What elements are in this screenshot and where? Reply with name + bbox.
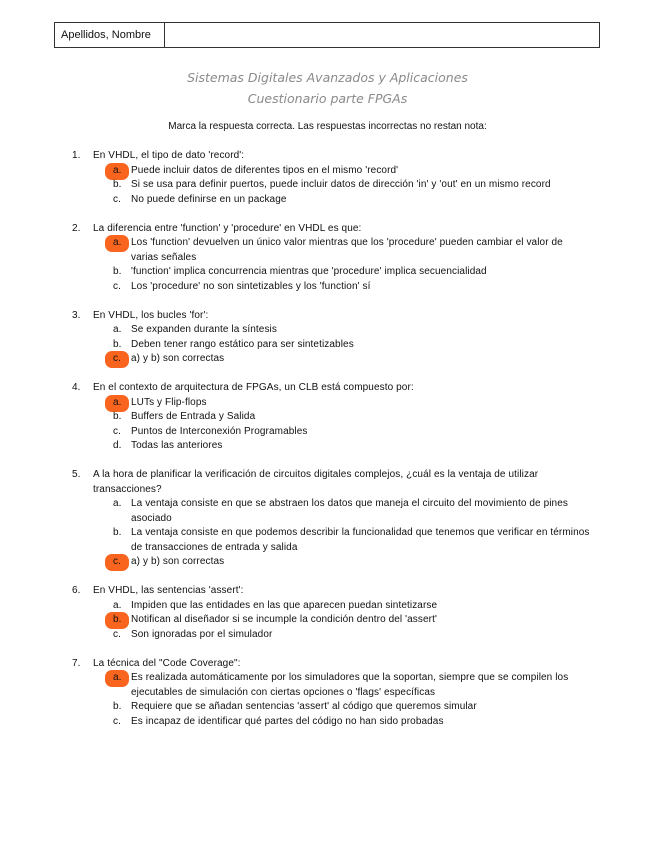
answer-text: Puede incluir datos de diferentes tipos en el mismo 'record' (131, 164, 399, 176)
answer-text: Los 'procedure' no son sintetizables y los 'function' sí (131, 280, 371, 292)
instructions: Marca la respuesta correcta. Las respuestas incorrectas no restan nota: (168, 121, 487, 132)
question (72, 309, 592, 367)
answer-letter[interactable]: d. (113, 440, 122, 451)
question (72, 222, 592, 295)
question-row (72, 309, 592, 324)
question (72, 149, 592, 207)
answer-option[interactable] (113, 671, 592, 700)
quiz-title: Cuestionario parte FPGAs (247, 91, 408, 106)
answer-letter[interactable]: c. (113, 280, 121, 292)
answer-option[interactable] (113, 497, 592, 526)
answer-option[interactable] (113, 193, 592, 208)
question (72, 657, 592, 730)
name-label: Apellidos, Nombre (55, 23, 165, 47)
answer-text: 'function' implica concurrencia mientras que 'procedure' implica secuencialidad (131, 266, 487, 277)
answer-letter[interactable]: b. (113, 411, 122, 422)
answer-letter[interactable]: b. (113, 338, 122, 350)
question-text: En el contexto de arquitectura de FPGAs, un CLB está compuesto por: (93, 382, 414, 393)
answer-text: Buffers de Entrada y Salida (131, 411, 256, 422)
question-list (72, 149, 592, 744)
course-title: Sistemas Digitales Avanzados y Aplicaciones (187, 70, 468, 85)
answer-option[interactable] (113, 555, 592, 570)
answer-option[interactable] (113, 280, 592, 295)
answer-text: Los 'function' devuelven un único valor mientras que los 'procedure' pueden cambiar el valor de varias señales (131, 237, 563, 263)
question-row (72, 222, 592, 237)
question-row (72, 584, 592, 599)
question-text: La técnica del "Code Coverage": (93, 657, 241, 669)
answer-option[interactable] (113, 628, 592, 643)
answer-option[interactable] (113, 164, 592, 179)
question (72, 468, 592, 570)
question-number: 2. (72, 222, 81, 234)
answer-letter[interactable]: c. (113, 193, 121, 205)
answer-option[interactable] (113, 715, 592, 730)
answer-option[interactable] (113, 396, 592, 411)
answer-letter[interactable]: c. (113, 628, 121, 640)
question-text: En VHDL, las sentencias 'assert': (93, 585, 244, 596)
answer-letter[interactable]: a. (113, 599, 122, 611)
answer-option[interactable] (113, 352, 592, 367)
question-row (72, 657, 592, 672)
question (72, 584, 592, 642)
selected-answer-letter[interactable]: b. (113, 613, 131, 628)
answer-text: Todas las anteriores (131, 440, 223, 451)
answer-text: Deben tener rango estático para ser sintetizables (131, 338, 354, 350)
answer-letter[interactable]: a. (113, 498, 122, 509)
question-number: 5. (72, 469, 81, 480)
answer-text: Impiden que las entidades en las que aparecen puedan sintetizarse (131, 599, 438, 611)
answer-option[interactable] (113, 410, 592, 425)
answer-option[interactable] (113, 425, 592, 440)
name-table (54, 22, 600, 48)
answer-text: Requiere que se añadan sentencias 'assert' al código que queremos simular (131, 701, 477, 712)
answer-text: Notifican al diseñador si se incumple la condición dentro del 'assert' (131, 614, 437, 625)
question-number: 4. (72, 382, 81, 393)
answer-letter[interactable]: b. (113, 527, 122, 538)
selected-answer-letter[interactable]: a. (113, 396, 131, 411)
name-field[interactable] (165, 23, 599, 47)
answer-text: Si se usa para definir puertos, puede incluir datos de dirección 'in' y 'out' en un mismo record (131, 179, 551, 190)
answer-letter[interactable]: b. (113, 179, 122, 190)
question-text: A la hora de planificar la verificación de circuitos digitales complejos, ¿cuál es la ventaja de utilizar transacciones? (93, 469, 539, 495)
answer-text: Puntos de Interconexión Programables (131, 425, 308, 437)
answer-text: a) y b) son correctas (131, 556, 225, 567)
question-number: 7. (72, 657, 81, 669)
answer-option[interactable] (113, 338, 592, 353)
answer-text: No puede definirse en un package (131, 193, 287, 205)
answer-option[interactable] (113, 526, 592, 555)
answer-text: LUTs y Flip-flops (131, 396, 207, 408)
question-text: La diferencia entre 'function' y 'procedure' en VHDL es que: (93, 222, 362, 234)
selected-answer-letter[interactable]: c. (113, 555, 131, 570)
selected-answer-letter[interactable]: a. (113, 236, 131, 265)
question-text: En VHDL, los bucles 'for': (93, 309, 209, 321)
answer-letter[interactable]: c. (113, 715, 121, 727)
answer-option[interactable] (113, 323, 592, 338)
answer-text: Es incapaz de identificar qué partes del código no han sido probadas (131, 715, 444, 727)
answer-text: Son ignoradas por el simulador (131, 628, 273, 640)
question-number: 1. (72, 150, 81, 161)
selected-answer-letter[interactable]: c. (113, 352, 131, 367)
question-text: En VHDL, el tipo de dato 'record': (93, 150, 245, 161)
selected-answer-letter[interactable]: a. (113, 164, 131, 179)
answer-letter[interactable]: b. (113, 701, 122, 712)
selected-answer-letter[interactable]: a. (113, 671, 131, 700)
answer-letter[interactable]: b. (113, 266, 122, 277)
question (72, 381, 592, 454)
answer-option[interactable] (113, 599, 592, 614)
question-row (72, 149, 592, 164)
answer-text: a) y b) son correctas (131, 353, 225, 364)
answer-text: La ventaja consiste en que se abstraen los datos que maneja el circuito del movimiento de pines asociado (131, 498, 568, 524)
answer-option[interactable] (113, 613, 592, 628)
answer-letter[interactable]: c. (113, 425, 121, 437)
answer-option[interactable] (113, 265, 592, 280)
question-number: 6. (72, 585, 81, 596)
answer-option[interactable] (113, 700, 592, 715)
question-number: 3. (72, 309, 81, 321)
question-row (72, 381, 592, 396)
answer-text: Es realizada automáticamente por los simuladores que la soportan, siempre que se compilen los ejecutables de simulación con ciertas opciones o 'flags' específicas (131, 672, 569, 698)
answer-letter[interactable]: a. (113, 324, 122, 335)
question-row (72, 468, 592, 497)
answer-text: La ventaja consiste en que podemos describir la funcionalidad que tenemos que verificar en términos de transacciones de entrada y salida (131, 527, 590, 553)
answer-option[interactable] (113, 439, 592, 454)
answer-text: Se expanden durante la síntesis (131, 324, 277, 335)
answer-option[interactable] (113, 236, 592, 265)
answer-option[interactable] (113, 178, 592, 193)
